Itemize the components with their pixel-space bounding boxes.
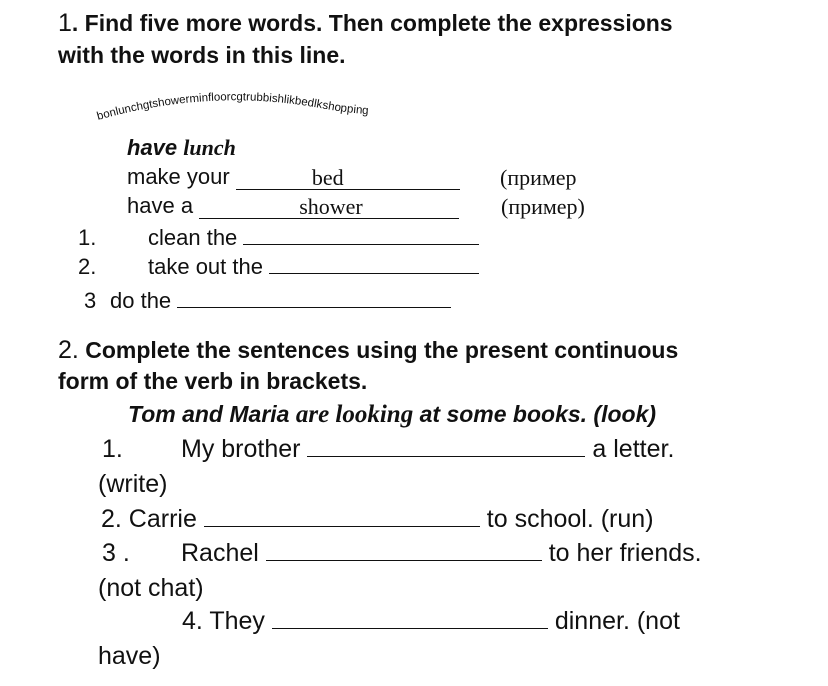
answer-blank[interactable] xyxy=(307,434,585,457)
task1-heading xyxy=(58,8,673,38)
sentence-number: 1. xyxy=(102,435,123,463)
sentence-4-wrap: have) xyxy=(98,642,161,670)
answer-blank[interactable] xyxy=(272,606,548,629)
task1-item-2 xyxy=(78,251,479,280)
item-text: do the xyxy=(110,288,172,313)
make-your-answer: bed xyxy=(311,165,344,190)
task1-instruction-line2: with the words in this line. xyxy=(58,42,346,68)
sentence-start: 2. Carrie xyxy=(101,505,197,533)
sentence-end: to her friends. xyxy=(548,539,702,567)
task2-heading xyxy=(58,335,678,365)
sentence-number: 3 . xyxy=(102,539,130,567)
answer-blank[interactable] xyxy=(204,504,480,527)
task1-instruction-line1: . Find five more words. Then complete the expressions xyxy=(71,10,673,36)
sentence-4 xyxy=(182,606,680,636)
sentence-end: to school. (run) xyxy=(486,505,654,533)
answer-blank[interactable] xyxy=(243,222,479,245)
sentence-start: My brother xyxy=(181,435,301,463)
sentence-3 xyxy=(102,538,702,568)
sentence-end: dinner. (not xyxy=(554,607,680,635)
sentence-start: 4. They xyxy=(182,607,265,635)
task2-example xyxy=(128,401,656,429)
task1-item-1 xyxy=(78,222,479,251)
answer-blank[interactable] xyxy=(177,285,451,308)
item-number: 1. xyxy=(78,225,97,250)
answer-blank[interactable] xyxy=(266,538,542,561)
task1-number: 1 xyxy=(58,9,72,37)
sentence-start: Rachel xyxy=(181,539,259,567)
have-a-answer: shower xyxy=(299,194,363,219)
have-a-row xyxy=(127,193,459,219)
example-have: have xyxy=(127,135,178,160)
task2-instruction-line2: form of the verb in brackets. xyxy=(58,368,368,394)
item-text: clean the xyxy=(148,225,238,250)
sentence-1 xyxy=(102,434,674,464)
letter-line xyxy=(96,91,369,123)
example-lunch: lunch xyxy=(183,135,236,160)
task2-number: 2. xyxy=(58,336,79,364)
have-a-answer-wrap xyxy=(199,195,459,219)
make-your-label: make your xyxy=(127,164,230,189)
example-part2: at some books. (look) xyxy=(419,401,657,427)
item-text: take out the xyxy=(148,254,263,279)
make-your-row xyxy=(127,164,460,190)
letter-line-text: bonlunchgtshowerminfloorcgtrubbishlikbedlkshopping xyxy=(95,91,369,123)
example-part1: Tom and Maria xyxy=(128,401,290,427)
task2-instruction-line1: Complete the sentences using the present continuous xyxy=(85,337,679,363)
make-your-note: (пример xyxy=(500,165,577,190)
answer-blank[interactable] xyxy=(269,251,479,274)
letter-line-wave xyxy=(90,78,440,128)
sentence-1-wrap: (write) xyxy=(98,470,168,498)
make-your-answer-wrap xyxy=(236,166,460,190)
example-verb: are looking xyxy=(295,401,414,428)
have-a-label: have a xyxy=(127,193,194,218)
task1-item-3 xyxy=(84,285,451,314)
item-number: 3 xyxy=(84,288,97,313)
item-number: 2. xyxy=(78,254,97,279)
sentence-3-wrap: (not chat) xyxy=(98,574,204,602)
sentence-end: a letter. xyxy=(592,435,675,463)
have-a-note: (пример) xyxy=(501,194,585,219)
example-have-lunch xyxy=(127,135,236,161)
sentence-2 xyxy=(101,504,654,534)
